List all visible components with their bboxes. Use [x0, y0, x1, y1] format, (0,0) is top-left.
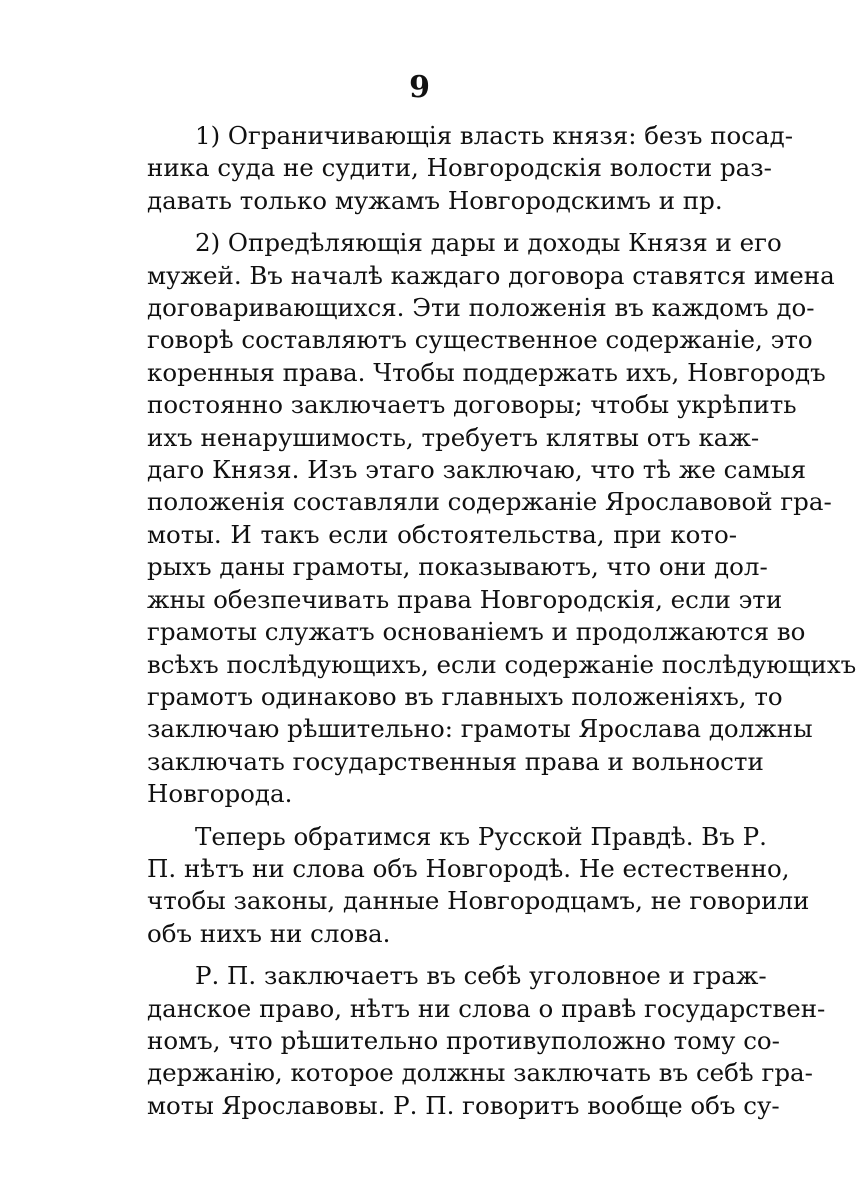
text-line: грамоты служатъ основаніемъ и продолжаются во: [147, 617, 806, 647]
text-line: рыхъ даны грамоты, показываютъ, что они дол-: [147, 552, 768, 582]
text-line: грамотъ одинаково въ главныхъ положеніяхъ, то: [147, 681, 783, 711]
text-line: 2) Опредѣляющія дары и доходы Князя и его: [195, 228, 782, 258]
text-line: постоянно заключаетъ договоры; чтобы укрѣпить: [147, 390, 797, 420]
text-line: говорѣ составляютъ существенное содержаніе, это: [147, 325, 813, 355]
text-line: жны обезпечивать права Новгородскія, если эти: [147, 584, 783, 614]
text-line: даго Князя. Изъ этаго заключаю, что тѣ же самыя: [147, 455, 807, 485]
text-line: моты Ярославовы. Р. П. говоритъ вообще объ су-: [147, 1090, 780, 1120]
text-line: ника суда не судити, Новгородскія волости раз-: [147, 153, 772, 183]
text-line: объ нихъ ни слова.: [147, 918, 391, 948]
text-line: держанію, которое должны заключать въ себѣ гра-: [147, 1058, 813, 1088]
text-line: данское право, нѣтъ ни слова о правѣ государствен-: [147, 993, 826, 1023]
text-line: заключаю рѣшительно: грамоты Ярослава должны: [147, 714, 813, 744]
page-body: [147, 120, 856, 1132]
paragraph-1: [147, 120, 794, 217]
text-line: Теперь обратимся къ Русской Правдѣ. Въ Р.: [195, 821, 767, 851]
text-line: положенія составляли содержаніе Ярославовой гра-: [147, 487, 832, 517]
text-line: всѣхъ послѣдующихъ, если содержаніе послѣдующихъ: [147, 649, 856, 679]
text-line: Р. П. заключаетъ въ себѣ уголовное и граж-: [195, 961, 767, 991]
text-line: Новгорода.: [147, 779, 293, 809]
text-line: номъ, что рѣшительно противуположно тому со-: [147, 1025, 780, 1055]
text-line: давать только мужамъ Новгородскимъ и пр.: [147, 185, 723, 215]
page-number: 9: [409, 70, 431, 105]
text-line: чтобы законы, данные Новгородцамъ, не говорили: [147, 886, 810, 916]
text-line: моты. И такъ если обстоятельства, при кото-: [147, 519, 737, 549]
paragraph-3: [147, 821, 810, 951]
text-line: П. нѣтъ ни слова объ Новгородѣ. Не естественно,: [147, 853, 790, 883]
text-line: 1) Ограничивающія власть князя: безъ посад-: [195, 121, 794, 150]
paragraph-2: [147, 227, 856, 810]
text-line: коренныя права. Чтобы поддержать ихъ, Новгородъ: [147, 357, 826, 387]
text-line: ихъ ненарушимость, требуетъ клятвы отъ каж-: [147, 422, 760, 452]
paragraph-4: [147, 960, 826, 1122]
text-line: мужей. Въ началѣ каждаго договора ставятся имена: [147, 260, 835, 290]
text-line: договаривающихся. Эти положенія въ каждомъ до-: [147, 293, 815, 323]
text-line: заключать государственныя права и вольности: [147, 746, 764, 776]
